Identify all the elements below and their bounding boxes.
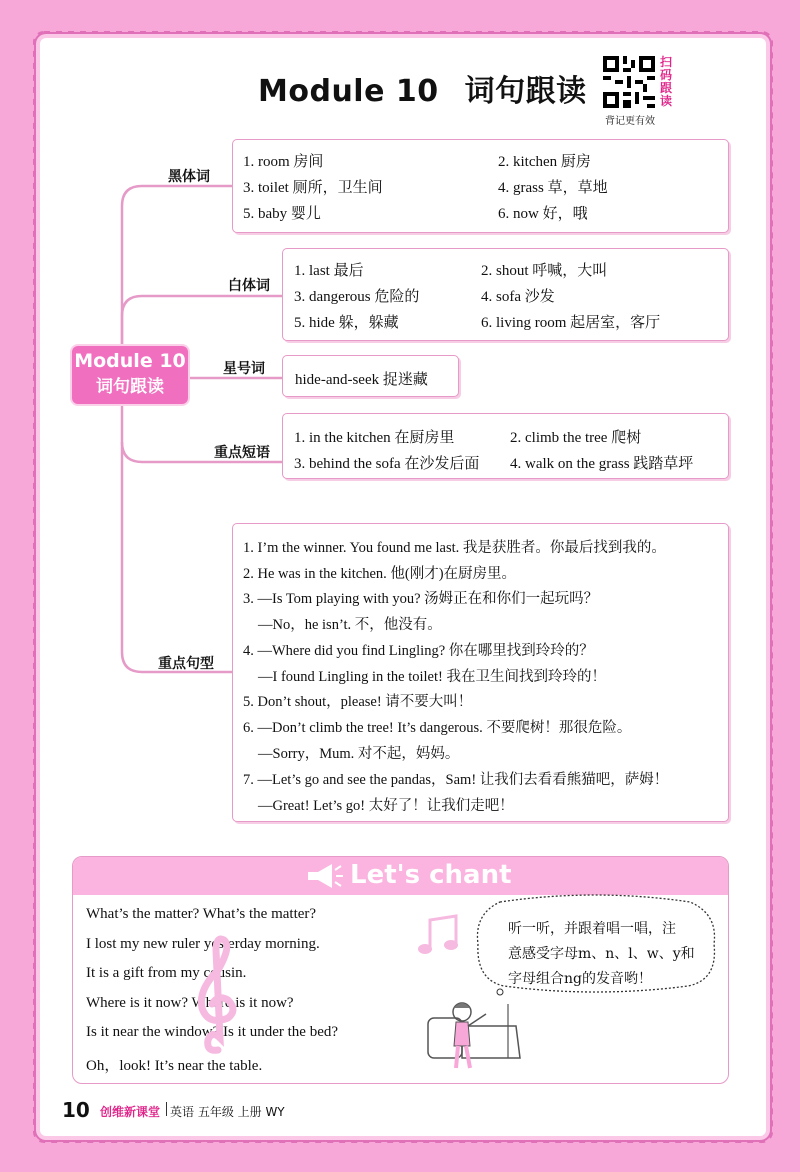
chant-title: Let's chant: [350, 860, 512, 890]
sentence-line: 3. —Is Tom playing with you? 汤姆正在和你们一起玩吗？: [243, 591, 599, 607]
chant-line: Oh，look! It’s near the table.: [86, 1058, 263, 1074]
white-word: 2. shout 呼喊，大叫: [481, 263, 608, 279]
sentence-line: 5. Don’t shout，please! 请不要大叫！: [243, 694, 473, 710]
bold-word: 6. now 好，哦: [498, 206, 588, 222]
qr-note: 背记更有效: [605, 116, 655, 127]
phrase: 1. in the kitchen 在厨房里: [294, 430, 455, 446]
footer-info: 英语 五年级 上册 WY: [170, 1105, 285, 1119]
chant-line: It is a gift from my cousin.: [86, 965, 247, 981]
sentence-line: 7. —Let’s go and see the pandas，Sam! 让我们去看看熊猫吧，萨姆！: [243, 772, 669, 788]
chant-line: What’s the matter? What’s the matter?: [86, 906, 317, 922]
qr-side-label: 扫码跟读: [660, 55, 673, 108]
star-word: hide-and-seek 捉迷藏: [295, 372, 428, 388]
title-module: Module 10: [258, 74, 439, 109]
cat-sentences: 重点句型: [158, 656, 214, 672]
footer-divider: [166, 1102, 167, 1116]
white-word: 6. living room 起居室，客厅: [481, 315, 661, 331]
sentence-line: —I found Lingling in the toilet! 我在卫生间找到玲玲的！: [258, 669, 606, 685]
center-line2: 词句跟读: [96, 377, 164, 397]
phrase: 2. climb the tree 爬树: [510, 430, 642, 446]
sentence-line: 2. He was in the kitchen. 他(刚才)在厨房里。: [243, 566, 517, 582]
cat-bold-words: 黑体词: [168, 169, 210, 185]
megaphone-icon: [304, 862, 344, 890]
phrase: 4. walk on the grass 践踏草坪: [510, 456, 694, 472]
chant-line: I lost my new ruler yesterday morning.: [86, 936, 320, 952]
bold-word: 2. kitchen 厨房: [498, 154, 591, 170]
white-word: 3. dangerous 危险的: [294, 289, 420, 305]
treble-clef-icon: [188, 930, 248, 1060]
chant-line: Where is it now? Where is it now?: [86, 995, 294, 1011]
bubble-line: 字母组合ng的发音哟！: [508, 971, 652, 987]
center-line1: Module 10: [74, 350, 186, 372]
bubble-line: 听一听，并跟着唱一唱，注: [508, 921, 676, 937]
bold-word: 1. room 房间: [243, 154, 324, 170]
white-word: 5. hide 躲，躲藏: [294, 315, 399, 331]
center-node: [72, 346, 188, 404]
bold-word: 5. baby 婴儿: [243, 206, 321, 222]
phrase: 3. behind the sofa 在沙发后面: [294, 456, 480, 472]
bold-word: 3. toilet 厕所，卫生间: [243, 180, 383, 196]
white-word: 1. last 最后: [294, 263, 364, 279]
cat-star-words: 星号词: [223, 361, 265, 377]
page-number: 10: [62, 1098, 90, 1122]
cat-phrases: 重点短语: [214, 445, 270, 461]
sentence-line: —Sorry，Mum. 对不起，妈妈。: [258, 746, 460, 762]
sentence-line: —Great! Let’s go! 太好了！让我们走吧！: [258, 798, 514, 814]
title-cn: 词句跟读: [464, 74, 587, 109]
sentence-line: 4. —Where did you find Lingling? 你在哪里找到玲玲的？: [243, 643, 594, 659]
cat-white-words: 白体词: [228, 278, 270, 294]
white-word: 4. sofa 沙发: [481, 289, 555, 305]
girl-piano-illustration: [418, 996, 538, 1076]
bold-word: 4. grass 草，草地: [498, 180, 608, 196]
bubble-line: 意感受字母m、n、l、w、y和: [508, 946, 695, 962]
chant-line: Is it near the window? Is it under the bed?: [86, 1024, 339, 1040]
sentence-line: 1. I’m the winner. You found me last. 我是获胜者。你最后找到我的。: [243, 540, 666, 556]
footer-brand: 创维新课堂: [100, 1105, 161, 1119]
music-note-icon: [416, 912, 462, 958]
sentence-line: 6. —Don’t climb the tree! It’s dangerous. 不要爬树！那很危险。: [243, 720, 632, 736]
sentence-line: —No，he isn’t. 不，他没有。: [258, 617, 442, 633]
